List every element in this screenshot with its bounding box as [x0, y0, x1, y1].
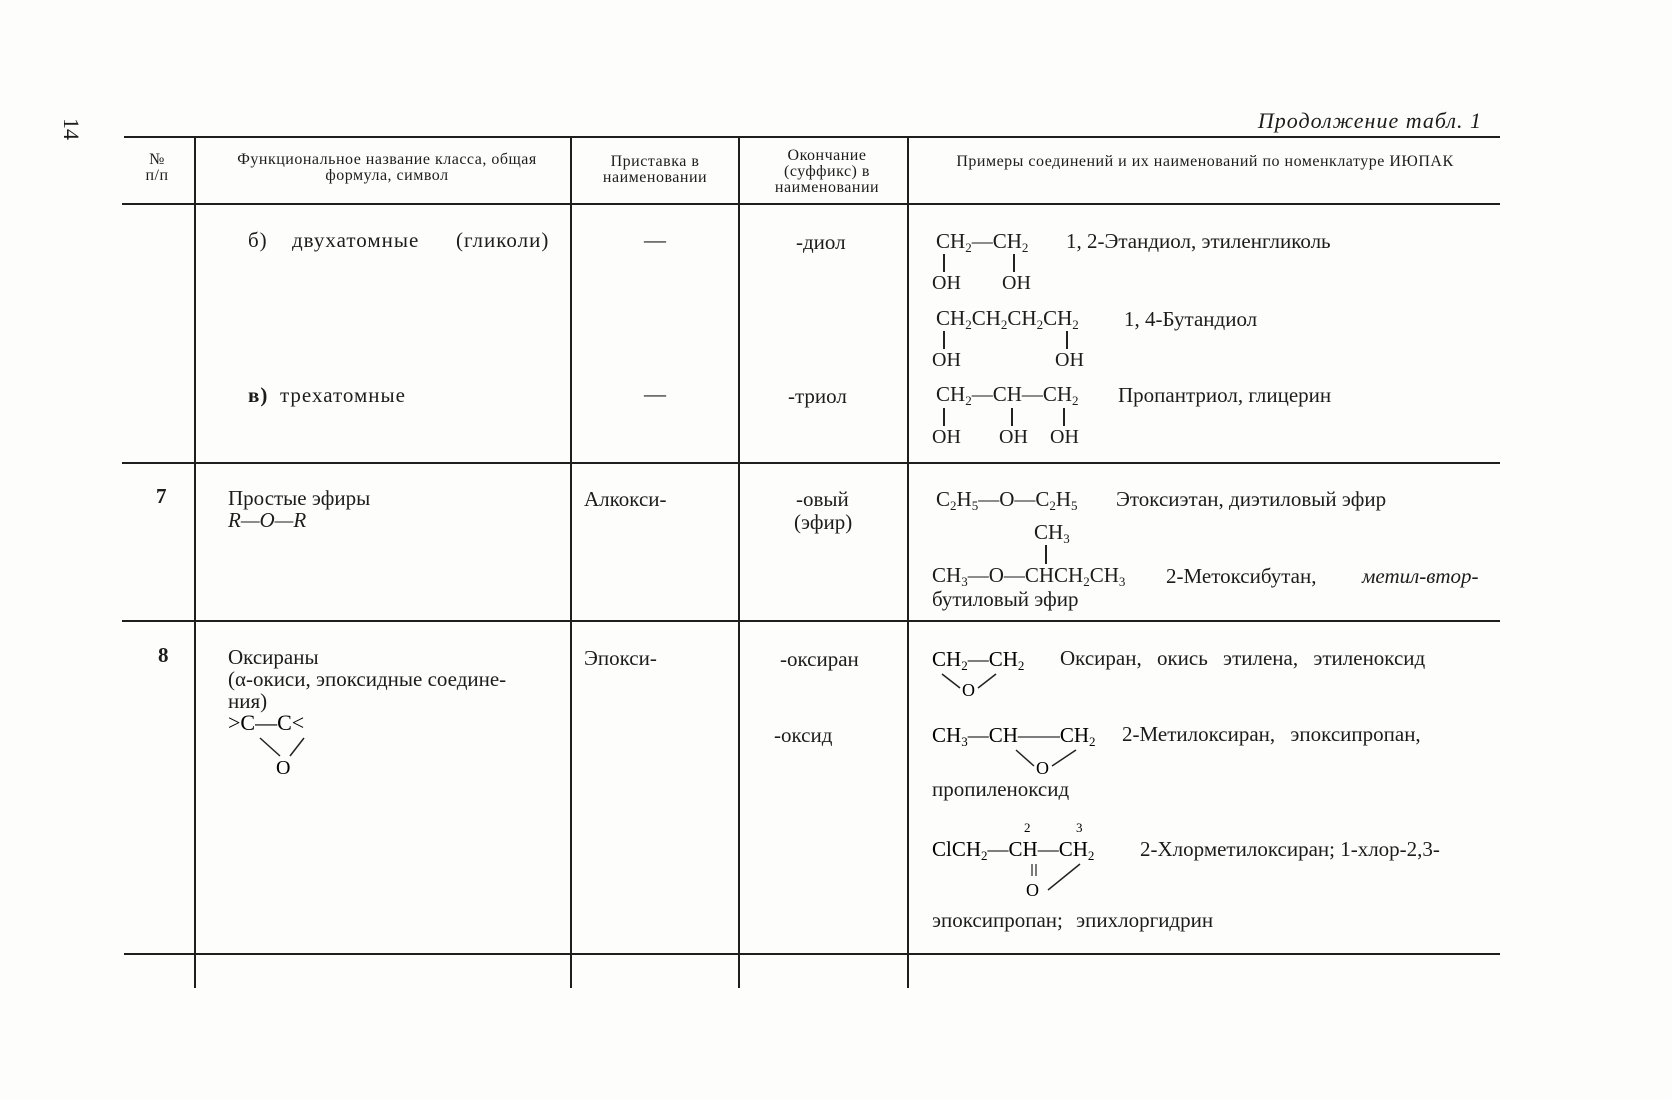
svg-text:ClCH2—CH—CH2: ClCH2—CH—CH2: [932, 837, 1095, 863]
bond-line: [1013, 254, 1015, 272]
oxiranes-number: 8: [158, 643, 169, 667]
glycerol-name: Пропантриол, глицерин: [1118, 383, 1332, 407]
oxiranes-class-name: Оксираны: [228, 645, 319, 669]
methoxybutane-name: 2-Метоксибутан,: [1166, 564, 1317, 588]
header-class: Функциональное название класса, общая формула, символ: [237, 151, 537, 184]
svg-text:O: O: [1026, 880, 1039, 900]
oxirane-general-structure: [226, 708, 346, 780]
ethers-number: 7: [156, 484, 167, 508]
methyloxirane-name-b: пропиленоксид: [932, 777, 1070, 801]
ethers-prefix: Алкокси-: [584, 487, 667, 511]
bond-line: [1063, 408, 1065, 426]
oh-group: OH: [1002, 272, 1031, 294]
header-examples: Примеры соединений и их наименований по номенклатуре ИЮПАК: [956, 153, 1454, 170]
glycerol-formula: $CH_2—CH—CH_2$: [936, 382, 1079, 408]
header-no: № п/п: [145, 151, 169, 184]
oh-group: OH: [999, 426, 1028, 448]
svg-text:O: O: [962, 680, 975, 700]
svg-text:3: 3: [1076, 820, 1083, 835]
ethers-class-name: Простые эфиры: [228, 486, 371, 510]
epichlorohydrin-name-b: эпоксипропан; эпихлоргидрин: [932, 908, 1214, 932]
col-divider-4: [907, 138, 909, 988]
bond-line: [1011, 408, 1013, 426]
svg-text:O: O: [276, 757, 291, 779]
epichlorohydrin-structure: [930, 818, 1130, 904]
svg-text:CH3—CH——CH2: CH3—CH——CH2: [932, 723, 1096, 749]
col-divider-3: [738, 138, 740, 988]
bond-line: [943, 408, 945, 426]
triols-letter: в): [248, 383, 269, 407]
ethylene-glycol-formula: $CH_2—CH_2$: [936, 229, 1029, 255]
epichlorohydrin-name: 2-Хлорметилоксиран; 1-хлор-2,3-: [1140, 837, 1440, 861]
oh-group: OH: [932, 349, 961, 371]
methoxybutane-name-b: метил-втор-: [1362, 564, 1479, 588]
ethylene-oxide-structure: [930, 644, 1060, 700]
triols-suffix: -триол: [788, 384, 847, 408]
col-divider-1: [194, 138, 196, 988]
bond-line: [943, 254, 945, 272]
methyloxirane-structure: [930, 720, 1120, 778]
oh-group: OH: [1055, 349, 1084, 371]
methoxybutane-branch: $CH_3$: [1034, 520, 1070, 546]
diethyl-ether-name: Этоксиэтан, диэтиловый эфир: [1116, 487, 1387, 511]
oxiranes-prefix: Эпокси-: [584, 646, 657, 670]
oh-group: OH: [932, 272, 961, 294]
header-suffix: Окончание (суффикс) в наименовании: [774, 147, 880, 196]
methyloxirane-name: 2-Метилоксиран, эпоксипропан,: [1122, 722, 1421, 746]
continuation-title: Продолжение табл. 1: [1257, 108, 1482, 133]
ethylene-glycol-name: 1, 2-Этандиол, этиленгликоль: [1066, 229, 1331, 253]
header-prefix: Приставка в наименовании: [602, 153, 708, 186]
bond-line: [1045, 545, 1047, 564]
oxiranes-class-desc-2: ния): [228, 689, 268, 713]
diols-letter: б): [248, 228, 268, 252]
diols-class-word1: двухатомные: [292, 228, 420, 252]
diols-prefix: —: [644, 227, 666, 252]
ethers-suffix-1: -овый: [796, 487, 849, 511]
oxiranes-suffix-1: -оксиран: [780, 647, 859, 671]
svg-text:CH2—CH2: CH2—CH2: [932, 647, 1025, 673]
svg-text:2: 2: [1024, 820, 1031, 835]
bond-line: [1066, 331, 1068, 349]
page-number: 14: [59, 118, 84, 140]
oh-group: OH: [932, 426, 961, 448]
diols-suffix: -диол: [796, 230, 846, 254]
butanediol-formula: $CH_2CH_2CH_2CH_2$: [936, 306, 1079, 332]
methoxybutane-name-c: бутиловый эфир: [932, 587, 1079, 611]
svg-text:>C—C<: >C—C<: [228, 710, 305, 735]
row-rule-2: [122, 620, 1500, 622]
butanediol-name: 1, 4-Бутандиол: [1124, 307, 1258, 331]
col-divider-2: [570, 138, 572, 988]
oxiranes-suffix-2: -оксид: [774, 723, 833, 747]
oh-group: OH: [1050, 426, 1079, 448]
row-rule-3: [124, 953, 1500, 955]
triols-prefix: —: [644, 381, 666, 406]
methoxybutane-formula: $CH_3—O—CHCH_2CH_3$: [932, 563, 1126, 589]
triols-class-word: трехатомные: [280, 383, 406, 407]
oxiranes-class-desc-1: (α-окиси, эпоксидные соедине-: [228, 667, 507, 691]
ethers-formula: R—O—R: [228, 508, 307, 532]
diols-class-word2: (гликоли): [456, 228, 550, 252]
svg-text:O: O: [1036, 758, 1049, 778]
diethyl-ether-formula: $C_2H_5—O—C_2H_5$: [936, 487, 1078, 513]
bond-line: [943, 331, 945, 349]
table-top-rule: [124, 136, 1500, 138]
ethylene-oxide-name: Оксиран, окись этилена, этиленоксид: [1060, 646, 1426, 670]
ethers-suffix-2: (эфир): [794, 510, 853, 534]
header-bottom-rule: [122, 203, 1500, 205]
row-rule-1: [122, 462, 1500, 464]
